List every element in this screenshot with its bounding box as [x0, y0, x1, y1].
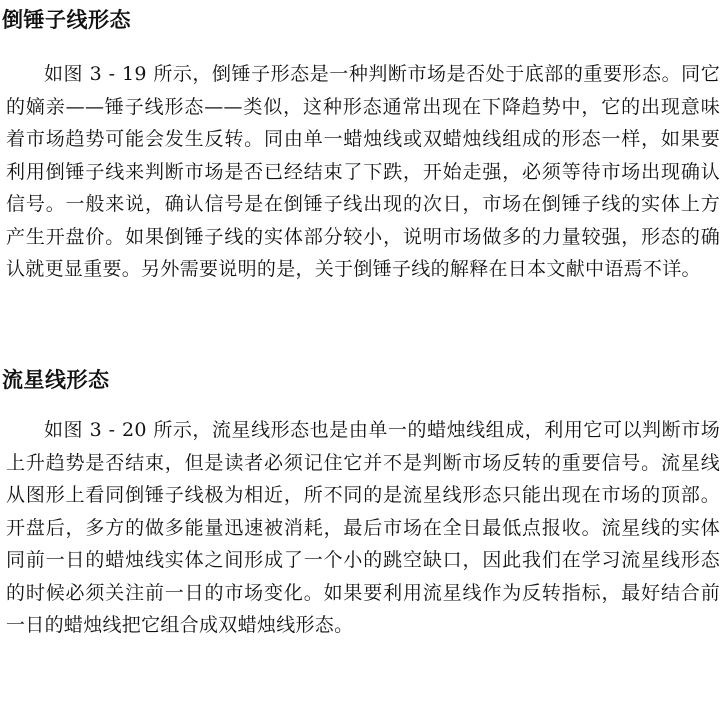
- section-paragraph-shooting-star: 如图 3 - 20 所示，流星线形态也是由单一的蜡烛线组成，利用它可以判断市场上升趋势是否结束，但是读者必须记住它并不是判断市场反转的重要信号。流星线从图形上看同倒锤子线极为相近，所不同的是流星线形态只能出现在市场的顶部。开盘后，多方的做多能量迅速被消耗，最后市场在全日最低点报收。流星线的实体同前一日的蜡烛线实体之间形成了一个小的跳空缺口，因此我们在学习流星线形态的时候必须关注前一日的市场变化。如果要利用流星线作为反转指标，最好结合前一日的蜡烛线把它组合成双蜡烛线形态。: [6, 419, 720, 636]
- section-heading-shooting-star: 流星线形态: [2, 368, 110, 392]
- section-paragraph-inverted-hammer: 如图 3 - 19 所示，倒锤子形态是一种判断市场是否处于底部的重要形态。同它的嫡亲——锤子线形态——类似，这种形态通常出现在下降趋势中，它的出现意味着市场趋势可能会发生反转。同由单一蜡烛线或双蜡烛线组成的形态一样，如果要利用倒锤子线来判断市场是否已经结束了下跌，开始走强，必须等待市场出现确认信号。一般来说，确认信号是在倒锤子线出现的次日，市场在倒锤子线的实体上方产生开盘价。如果倒锤子线的实体部分较小，说明市场做多的力量较强，形态的确认就更显重要。另外需要说明的是，关于倒锤子线的解释在日本文献中语焉不详。: [6, 63, 720, 280]
- section-heading-inverted-hammer: 倒锤子线形态: [2, 8, 131, 32]
